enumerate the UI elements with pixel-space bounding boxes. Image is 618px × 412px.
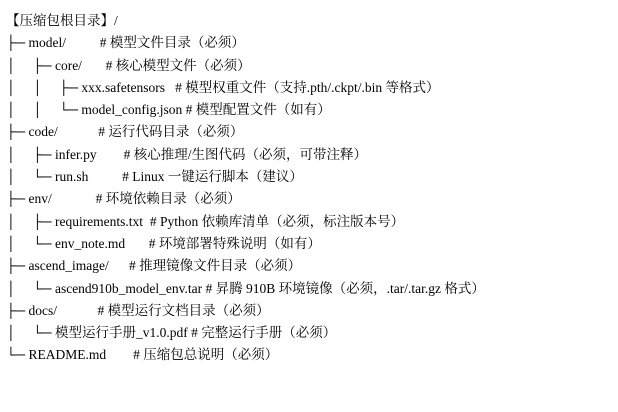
tree-node-name: core/	[54, 57, 82, 73]
tree-line	[6, 233, 618, 255]
tree-line	[6, 344, 618, 366]
tree-branch-glyphs: │ └─	[6, 169, 55, 185]
tree-node-comment: # 模型文件目录（必须）	[66, 35, 245, 51]
tree-node-name: infer.py	[54, 146, 97, 162]
tree-branch-glyphs: │ ├─	[6, 213, 55, 229]
tree-node-name: model_config.json	[81, 102, 183, 118]
tree-node-name: ascend910b_model_env.tar	[54, 280, 203, 296]
tree-line	[6, 99, 618, 121]
tree-branch-glyphs: │ ├─	[6, 57, 55, 73]
tree-node-comment: # 模型权重文件（支持.pth/.ckpt/.bin 等格式）	[165, 79, 440, 95]
tree-node-comment: # 环境依赖目录（必须）	[51, 191, 241, 207]
tree-node-name: code/	[28, 124, 58, 140]
tree-node-comment: # 运行代码目录（必须）	[57, 124, 244, 140]
tree-branch-glyphs: ├─	[6, 258, 29, 274]
tree-node-name: requirements.txt	[54, 213, 144, 229]
tree-line	[6, 55, 618, 77]
tree-branch-glyphs: └─	[6, 347, 29, 363]
tree-node-name: xxx.safetensors	[81, 79, 165, 95]
tree-node-comment: # 核心推理/生图代码（必须，可带注释）	[96, 146, 367, 162]
tree-line	[6, 144, 618, 166]
tree-node-comment: # 核心模型文件（必须）	[81, 57, 251, 73]
tree-branch-glyphs: ├─	[6, 302, 29, 318]
tree-node-name: README.md	[28, 347, 107, 363]
tree-node-comment: # 压缩包总说明（必须）	[106, 347, 279, 363]
tree-line	[6, 211, 618, 233]
tree-root-line	[6, 10, 618, 32]
tree-branch-glyphs: ├─	[6, 35, 29, 51]
tree-node-name: env/	[28, 191, 52, 207]
tree-branch-glyphs: │ └─	[6, 235, 55, 251]
tree-node-name: 模型运行手册_v1.0.pdf	[54, 325, 188, 341]
tree-node-comment: # 环境部署特殊说明（如有）	[125, 235, 321, 251]
tree-line	[6, 32, 618, 54]
tree-node-name: model/	[28, 35, 67, 51]
tree-branch-glyphs: ├─	[6, 191, 29, 207]
tree-node-comment: # 模型配置文件（如有）	[182, 102, 331, 118]
tree-line	[6, 77, 618, 99]
tree-node-comment: # 模型运行文档目录（必须）	[57, 302, 270, 318]
root-label: 【压缩包根目录】/	[6, 13, 118, 28]
tree-line	[6, 322, 618, 344]
tree-line	[6, 300, 618, 322]
tree-line	[6, 121, 618, 143]
tree-branch-glyphs: │ │ └─	[6, 102, 82, 118]
tree-node-comment: # Linux 一键运行脚本（建议）	[88, 169, 303, 185]
tree-node-name: ascend_image/	[28, 258, 109, 274]
tree-line	[6, 255, 618, 277]
tree-line	[6, 278, 618, 300]
tree-node-name: docs/	[28, 302, 58, 318]
tree-branch-glyphs: │ │ ├─	[6, 79, 82, 95]
tree-node-name: env_note.md	[54, 235, 126, 251]
tree-branch-glyphs: │ └─	[6, 280, 55, 296]
tree-branch-glyphs: ├─	[6, 124, 29, 140]
tree-node-comment: # 昇腾 910B 环境镜像（必须，.tar/.tar.gz 格式）	[202, 280, 485, 296]
tree-branch-glyphs: │ └─	[6, 325, 55, 341]
tree-node-comment: # 完整运行手册（必须）	[187, 325, 337, 341]
tree-line	[6, 188, 618, 210]
tree-branch-glyphs: │ ├─	[6, 146, 55, 162]
tree-line	[6, 166, 618, 188]
tree-node-comment: # 推理镜像文件目录（必须）	[108, 258, 302, 274]
tree-node-name: run.sh	[54, 169, 89, 185]
tree-node-comment: # Python 依赖库清单（必须，标注版本号）	[143, 213, 405, 229]
